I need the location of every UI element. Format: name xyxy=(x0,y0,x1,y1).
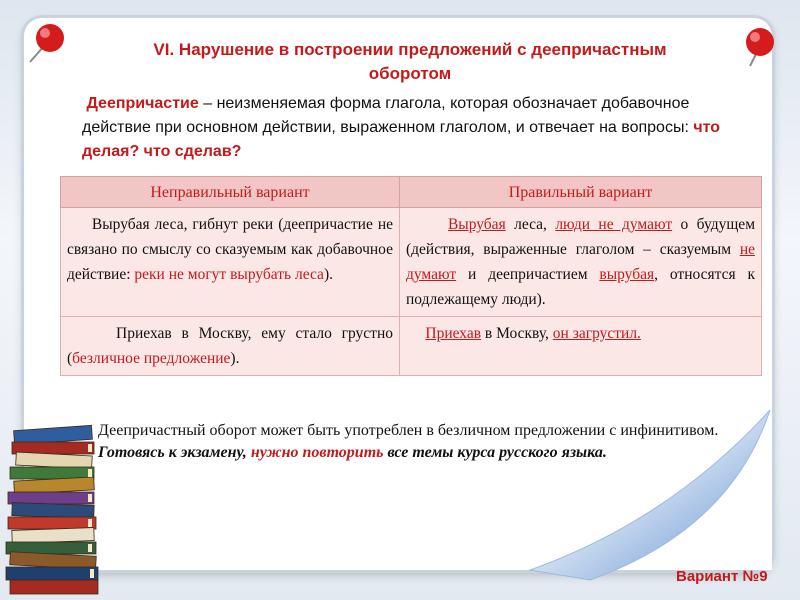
table-row xyxy=(61,317,762,376)
highlight-text: безличное предложение xyxy=(72,350,231,367)
slide-title xyxy=(60,38,760,86)
highlight-text: люди не думают xyxy=(555,216,673,233)
highlight-text: Вырубая xyxy=(447,216,506,233)
cell-text: , относятся к подлежащему люди). xyxy=(406,266,756,308)
example-text: все темы курса русского языка. xyxy=(383,444,607,461)
cell-text: леса, xyxy=(505,216,556,233)
header-wrong: Неправильный вариант xyxy=(61,177,400,208)
highlight-text: Приехав xyxy=(425,325,482,342)
definition-term: Деепричастие xyxy=(86,95,199,112)
note-block xyxy=(98,420,746,464)
comparison-table xyxy=(60,176,762,376)
highlight-text: он загрустил. xyxy=(552,325,641,342)
cell-text: Вырубая леса, гибнут реки (деепричастие не связано по смыслу со сказуемым как добавочное действие: xyxy=(67,216,394,283)
cell-right xyxy=(400,208,762,317)
header-right: Правильный вариант xyxy=(400,177,762,208)
definition-questions: что делая? что сделав? xyxy=(82,119,721,160)
cell-text: о будущем (действия, выраженные глаголом – сказуемым xyxy=(406,216,755,258)
highlight-text: не думают xyxy=(406,241,755,283)
table-row xyxy=(61,208,762,317)
variant-label: Вариант №9 xyxy=(676,568,768,585)
book-stack-illustration xyxy=(0,420,110,600)
cell-text: в Москву, xyxy=(481,325,553,342)
definition-paragraph xyxy=(82,92,732,164)
example-sentence xyxy=(98,442,746,464)
definition-text: – неизменяемая форма глагола, которая обозначает добавочное действие при основном действии, выраженном глаголом, и отвечает на вопросы: xyxy=(82,95,694,136)
title-line: VI. Нарушение в построении предложений с деепричастным xyxy=(153,40,667,59)
cell-wrong xyxy=(61,317,400,376)
cell-text: и деепричастием xyxy=(456,266,600,283)
cell-text: Приехав в Москву, ему стало грустно ( xyxy=(67,325,393,367)
highlight-text: реки не могут вырубать леса xyxy=(134,266,324,283)
table-header-row xyxy=(61,177,762,208)
highlight-text: вырубая xyxy=(599,266,655,283)
page-curl xyxy=(470,380,800,600)
cell-right xyxy=(400,317,762,376)
highlight-text: нужно повторить xyxy=(250,444,384,461)
note-line: Деепричастный оборот может быть употреблен в безличном предложении с инфинитивом. xyxy=(98,422,719,439)
cell-wrong xyxy=(61,208,400,317)
title-line: оборотом xyxy=(368,64,452,83)
cell-text: ). xyxy=(323,266,333,283)
cell-text: ). xyxy=(230,350,240,367)
example-text: Готовясь к экзамену, xyxy=(98,444,251,461)
